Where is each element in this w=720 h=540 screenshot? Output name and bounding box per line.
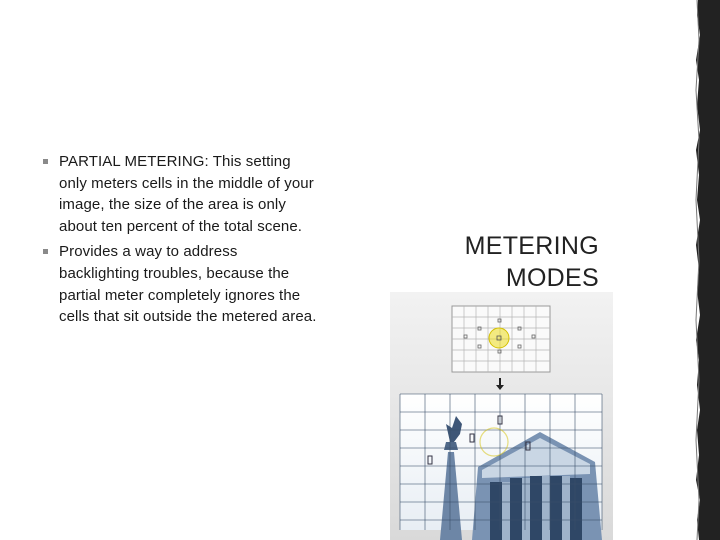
bullet-text: PARTIAL METERING: This setting only meters cells in the middle of your image, the size of the area is only about ten percent of the total scene. <box>59 153 314 235</box>
metering-grid-small <box>452 306 550 372</box>
slide-title <box>399 230 599 294</box>
partial-metering-illustration <box>390 292 613 540</box>
bullet-marker <box>43 249 48 254</box>
bullet-item-partial-metering <box>40 151 320 237</box>
torn-edge-decoration <box>690 0 720 540</box>
bullet-text: Provides a way to address backlighting troubles, because the partial meter completely ignores the cells that sit outside the metered area. <box>59 243 317 326</box>
bullet-list <box>40 151 320 332</box>
slide-title-line-2: MODES <box>505 264 599 292</box>
building-photo <box>400 394 602 540</box>
slide-title-line-1: METERING <box>464 232 599 260</box>
bullet-item-backlighting <box>40 241 320 327</box>
bullet-marker <box>43 159 48 164</box>
